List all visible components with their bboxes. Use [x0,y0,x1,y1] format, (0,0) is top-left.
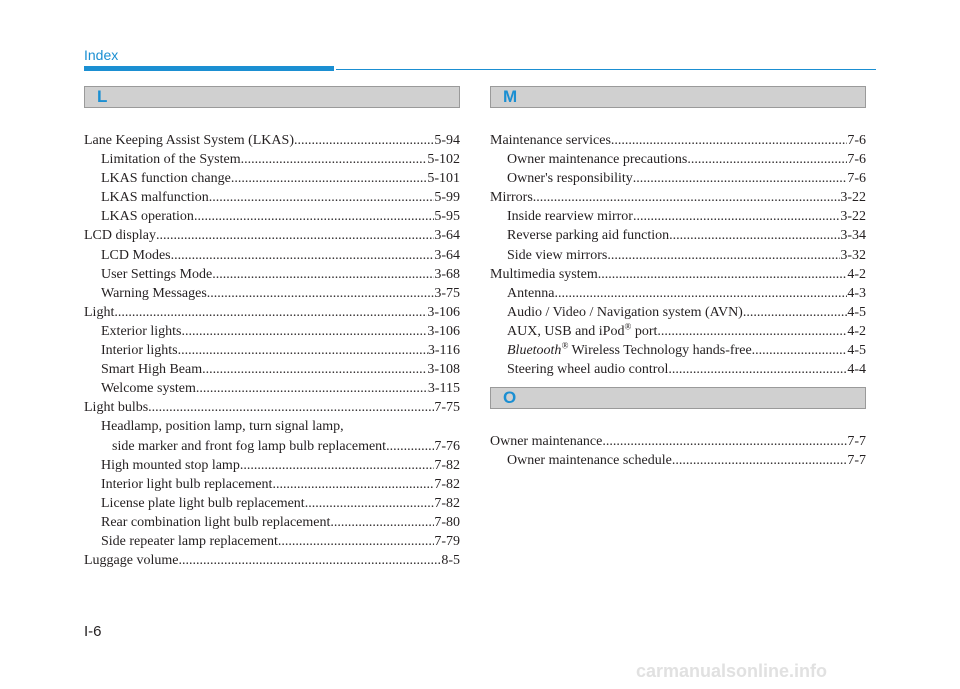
index-entry[interactable]: Multimedia system ..... 4-2 [490,265,866,284]
index-subentry[interactable]: LKAS malfunction ..... 5-99 [84,188,460,207]
index-subentry[interactable]: Bluetooth® Wireless Technology hands-free ..... 4-5 [490,341,866,360]
header-rule-thick [84,66,334,71]
section-title: Index [84,47,119,63]
index-subentry[interactable]: License plate light bulb replacement ..... 7-82 [84,494,460,513]
index-subentry[interactable]: Owner's responsibility ..... 7-6 [490,169,866,188]
index-subentry[interactable]: Side view mirrors ..... 3-32 [490,246,866,265]
index-subentry[interactable]: AUX, USB and iPod® port ..... 4-2 [490,322,866,341]
index-subentry[interactable]: Rear combination light bulb replacement ..... 7-80 [84,513,460,532]
index-subentry[interactable]: Audio / Video / Navigation system (AVN) ..... 4-5 [490,303,866,322]
index-column-left [84,86,460,570]
index-entry[interactable]: Light ..... 3-106 [84,303,460,322]
index-subentry[interactable]: Smart High Beam ..... 3-108 [84,360,460,379]
index-entry[interactable]: Owner maintenance ..... 7-7 [490,432,866,451]
index-column-right [490,86,866,470]
section-letter: L [97,87,108,106]
index-subentry[interactable]: Exterior lights ..... 3-106 [84,322,460,341]
index-subentry-line1[interactable]: Headlamp, position lamp, turn signal lamp, [101,419,344,435]
header-rule-thin [336,69,876,70]
index-subentry[interactable]: User Settings Mode ..... 3-68 [84,265,460,284]
section-letter: O [503,388,517,408]
index-subentry[interactable]: Side repeater lamp replacement ..... 7-79 [84,532,460,551]
index-entry[interactable]: Maintenance services ..... 7-6 [490,131,866,150]
watermark: carmanualsonline.info [636,661,828,681]
section-header-o [490,387,866,409]
page-number: I-6 [84,623,102,640]
index-subentry[interactable]: Limitation of the System ..... 5-102 [84,150,460,169]
index-entry[interactable]: Mirrors ..... 3-22 [490,188,866,207]
index-subentry[interactable]: Owner maintenance schedule ..... 7-7 [490,451,866,470]
section-header-l [84,86,460,108]
index-subentry[interactable]: High mounted stop lamp ..... 7-82 [84,456,460,475]
section-header-m [490,86,866,108]
index-subentry[interactable]: LKAS operation ..... 5-95 [84,207,460,226]
index-subentry[interactable]: LCD Modes ..... 3-64 [84,246,460,265]
index-entry[interactable]: LCD display ..... 3-64 [84,226,460,245]
index-subentry[interactable]: Welcome system ..... 3-115 [84,379,460,398]
section-letter: M [503,87,518,106]
index-subentry[interactable]: Steering wheel audio control ..... 4-4 [490,360,866,379]
index-entry[interactable]: Light bulbs ..... 7-75 [84,398,460,417]
index-entry[interactable]: Luggage volume ..... 8-5 [84,551,460,570]
index-entry[interactable]: Lane Keeping Assist System (LKAS) ..... 5-94 [84,131,460,150]
index-subentry[interactable]: Antenna ..... 4-3 [490,284,866,303]
index-subentry[interactable]: Inside rearview mirror ..... 3-22 [490,207,866,226]
index-subentry-line2[interactable]: side marker and front fog lamp bulb replacement ..... 7-76 [84,437,460,456]
index-subentry[interactable]: Interior light bulb replacement ..... 7-82 [84,475,460,494]
index-subentry[interactable]: Warning Messages ..... 3-75 [84,284,460,303]
index-subentry[interactable]: Reverse parking aid function ..... 3-34 [490,226,866,245]
index-subentry[interactable]: LKAS function change ..... 5-101 [84,169,460,188]
index-subentry[interactable]: Owner maintenance precautions ..... 7-6 [490,150,866,169]
index-subentry[interactable]: Interior lights ..... 3-116 [84,341,460,360]
